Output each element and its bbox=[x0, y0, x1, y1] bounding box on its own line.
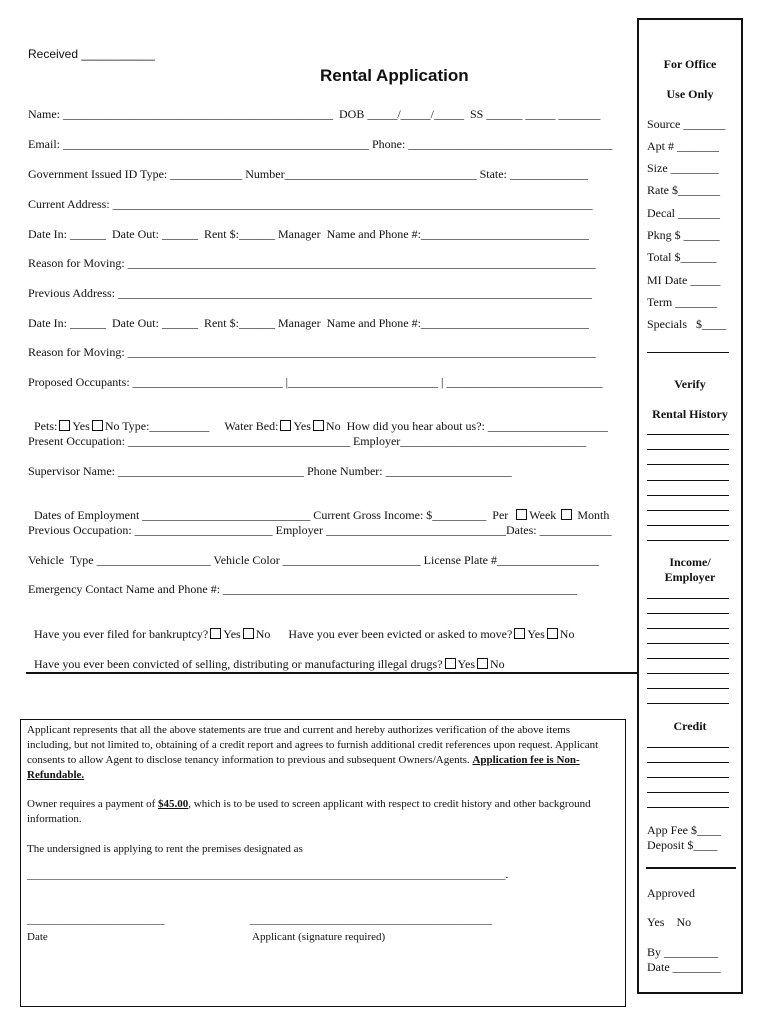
office-size-field[interactable]: Size ________ bbox=[647, 161, 719, 175]
bankruptcy-eviction-line bbox=[28, 612, 574, 642]
office-divider bbox=[646, 867, 736, 869]
eviction-yes-checkbox[interactable] bbox=[514, 628, 525, 639]
signature-label: Applicant (signature required) bbox=[252, 931, 386, 943]
eviction-no-checkbox[interactable] bbox=[547, 628, 558, 639]
credit-line[interactable] bbox=[647, 792, 729, 793]
previous-occupation-line[interactable]: Previous Occupation: _______________________ Employer ______________________________Dates: ____________ bbox=[28, 523, 612, 537]
office-term-field[interactable]: Term _______ bbox=[647, 295, 718, 309]
rental-history-line[interactable] bbox=[647, 480, 729, 481]
employment-income-line bbox=[28, 493, 609, 523]
rental-history-line[interactable] bbox=[647, 449, 729, 450]
bankruptcy-no-label: No bbox=[255, 627, 271, 641]
office-decal-field[interactable]: Decal _______ bbox=[647, 206, 720, 220]
month-label: Month bbox=[577, 508, 610, 522]
bankruptcy-question: Have you ever filed for bankruptcy? bbox=[34, 627, 209, 641]
rental-history-line[interactable] bbox=[647, 495, 729, 496]
credit-line[interactable] bbox=[647, 747, 729, 748]
income-heading-2: Employer bbox=[664, 570, 716, 584]
pets-type-field[interactable]: No Type:__________ bbox=[104, 419, 210, 433]
water-bed-label: Water Bed: bbox=[224, 419, 279, 433]
credit-line[interactable] bbox=[647, 777, 729, 778]
bankruptcy-yes-checkbox[interactable] bbox=[210, 628, 221, 639]
occupation-employer-line[interactable]: Present Occupation: _____________________________________ Employer_______________________________ bbox=[28, 434, 587, 448]
supervisor-line[interactable]: Supervisor Name: _______________________________ Phone Number: _____________________ bbox=[28, 464, 512, 478]
income-employer-line[interactable] bbox=[647, 628, 729, 629]
pets-waterbed-line bbox=[28, 404, 608, 434]
applicant-signature-field[interactable]: ____________________________________________ bbox=[250, 914, 492, 926]
date-label: Date bbox=[27, 931, 48, 943]
drugs-question-line bbox=[28, 642, 505, 672]
government-id-line[interactable]: Government Issued ID Type: ____________ Number________________________________ State: _____________ bbox=[28, 167, 588, 181]
office-specials-field[interactable]: Specials $____ bbox=[647, 317, 726, 331]
office-blank-line[interactable] bbox=[647, 352, 729, 353]
emergency-contact-line[interactable]: Emergency Contact Name and Phone #: ___________________________________________________________ bbox=[28, 582, 578, 596]
office-heading-2: Use Only bbox=[666, 87, 714, 101]
approved-date-field[interactable]: Date ________ bbox=[647, 960, 721, 974]
bankruptcy-yes-label: Yes bbox=[223, 627, 241, 641]
pets-no-checkbox[interactable] bbox=[92, 420, 103, 431]
approved-by-field[interactable]: By _________ bbox=[647, 945, 719, 959]
deposit-field[interactable]: Deposit $____ bbox=[647, 838, 718, 852]
proposed-occupants-line[interactable]: Proposed Occupants: _________________________ |_________________________ | __________________________ bbox=[28, 375, 603, 389]
rental-history-line[interactable] bbox=[647, 525, 729, 526]
pets-yes-label: Yes bbox=[72, 419, 90, 433]
office-parking-field[interactable]: Pkng $ ______ bbox=[647, 228, 720, 242]
received-field[interactable]: Received ___________ bbox=[28, 47, 155, 61]
rental-history-heading: Rental History bbox=[652, 407, 728, 421]
name-dob-ss-line[interactable]: Name: _____________________________________________ DOB _____/_____/_____ SS ______ _____ _______ bbox=[28, 107, 601, 121]
approved-label: Approved bbox=[647, 886, 695, 900]
email-phone-line[interactable]: Email: ___________________________________________________ Phone: __________________________________ bbox=[28, 137, 613, 151]
date-signature-field[interactable]: _________________________ bbox=[27, 914, 165, 926]
week-label: Week bbox=[529, 508, 557, 522]
section-divider bbox=[26, 672, 638, 674]
current-address-line[interactable]: Current Address: ________________________________________________________________________________ bbox=[28, 197, 593, 211]
credit-line[interactable] bbox=[647, 807, 729, 808]
referral-field[interactable]: How did you hear about us?: ____________________ bbox=[346, 419, 608, 433]
credit-heading: Credit bbox=[673, 719, 707, 733]
statement-paragraph-1 bbox=[27, 723, 617, 783]
office-mi-date-field[interactable]: MI Date _____ bbox=[647, 273, 721, 287]
drugs-no-label: No bbox=[490, 657, 505, 671]
credit-line[interactable] bbox=[647, 762, 729, 763]
previous-reason-line[interactable]: Reason for Moving: ______________________________________________________________________________ bbox=[28, 345, 596, 359]
office-total-field[interactable]: Total $______ bbox=[647, 250, 717, 264]
eviction-question: Have you ever been evicted or asked to move? bbox=[288, 627, 513, 641]
rental-history-line[interactable] bbox=[647, 540, 729, 541]
fee-text-b: , which is to be used to screen applicant with respect to credit history and other background information. bbox=[27, 798, 591, 825]
waterbed-yes-checkbox[interactable] bbox=[280, 420, 291, 431]
drugs-question: Have you ever been convicted of selling, distributing or manufacturing illegal drugs? bbox=[34, 657, 443, 671]
non-refundable-notice: Application fee is Non-Refundable. bbox=[27, 754, 580, 781]
premises-designated-field[interactable]: _______________________________________________________________________________________. bbox=[27, 869, 509, 881]
page-title: Rental Application bbox=[320, 66, 469, 85]
eviction-yes-label: Yes bbox=[527, 627, 545, 641]
employment-income-fields[interactable]: Dates of Employment ____________________________ Current Gross Income: $_________ Per bbox=[34, 508, 509, 522]
income-employer-line[interactable] bbox=[647, 658, 729, 659]
statement-text: Applicant represents that all the above statements are true and current and hereby authorizes verification of the above items including, but not limited to, obtaining of a credit report and agrees to furnish additional credit references upon request. Applicant consents to allow Agent to disclose tenancy information to previous and subsequent Owners/Agents. bbox=[27, 724, 599, 766]
pets-label: Pets: bbox=[34, 419, 58, 433]
per-month-checkbox[interactable] bbox=[561, 509, 572, 520]
income-employer-line[interactable] bbox=[647, 673, 729, 674]
fee-text-a: Owner requires a payment of bbox=[27, 798, 156, 810]
drugs-yes-label: Yes bbox=[457, 657, 476, 671]
waterbed-yes-label: Yes bbox=[293, 419, 311, 433]
statement-paragraph-3: The undersigned is applying to rent the premises designated as bbox=[27, 843, 303, 855]
drugs-no-checkbox[interactable] bbox=[477, 658, 488, 669]
waterbed-no-checkbox[interactable] bbox=[313, 420, 324, 431]
drugs-yes-checkbox[interactable] bbox=[445, 658, 456, 669]
waterbed-no-label: No bbox=[325, 419, 341, 433]
statement-paragraph-2 bbox=[27, 797, 617, 827]
bankruptcy-no-checkbox[interactable] bbox=[243, 628, 254, 639]
previous-address-line[interactable]: Previous Address: _______________________________________________________________________________ bbox=[28, 286, 592, 300]
rental-history-line[interactable] bbox=[647, 434, 729, 435]
pets-yes-checkbox[interactable] bbox=[59, 420, 70, 431]
reason-for-moving-line[interactable]: Reason for Moving: ______________________________________________________________________________ bbox=[28, 256, 596, 270]
income-heading-1: Income/ bbox=[669, 555, 711, 569]
verify-heading: Verify bbox=[674, 377, 706, 391]
income-employer-line[interactable] bbox=[647, 688, 729, 689]
office-heading-1: For Office bbox=[663, 57, 717, 71]
approved-yes-no[interactable]: Yes No bbox=[647, 915, 692, 929]
eviction-no-label: No bbox=[559, 627, 575, 641]
income-employer-line[interactable] bbox=[647, 598, 729, 599]
income-employer-line[interactable] bbox=[647, 643, 729, 644]
current-tenancy-line[interactable]: Date In: ______ Date Out: ______ Rent $:______ Manager Name and Phone #:____________________________ bbox=[28, 227, 589, 241]
app-fee-field[interactable]: App Fee $____ bbox=[647, 823, 721, 837]
previous-tenancy-line[interactable]: Date In: ______ Date Out: ______ Rent $:______ Manager Name and Phone #:____________________________ bbox=[28, 316, 589, 330]
rental-history-line[interactable] bbox=[647, 510, 729, 511]
vehicle-line[interactable]: Vehicle Type ___________________ Vehicle Color _______________________ License Plate #_________________ bbox=[28, 553, 599, 567]
income-employer-line[interactable] bbox=[647, 613, 729, 614]
office-source-field[interactable]: Source _______ bbox=[647, 117, 726, 131]
office-apt-field[interactable]: Apt # _______ bbox=[647, 139, 719, 153]
rental-history-line[interactable] bbox=[647, 464, 729, 465]
office-rate-field[interactable]: Rate $_______ bbox=[647, 183, 720, 197]
income-employer-line[interactable] bbox=[647, 703, 729, 704]
application-fee-amount: $45.00 bbox=[158, 798, 189, 810]
per-week-checkbox[interactable] bbox=[516, 509, 527, 520]
